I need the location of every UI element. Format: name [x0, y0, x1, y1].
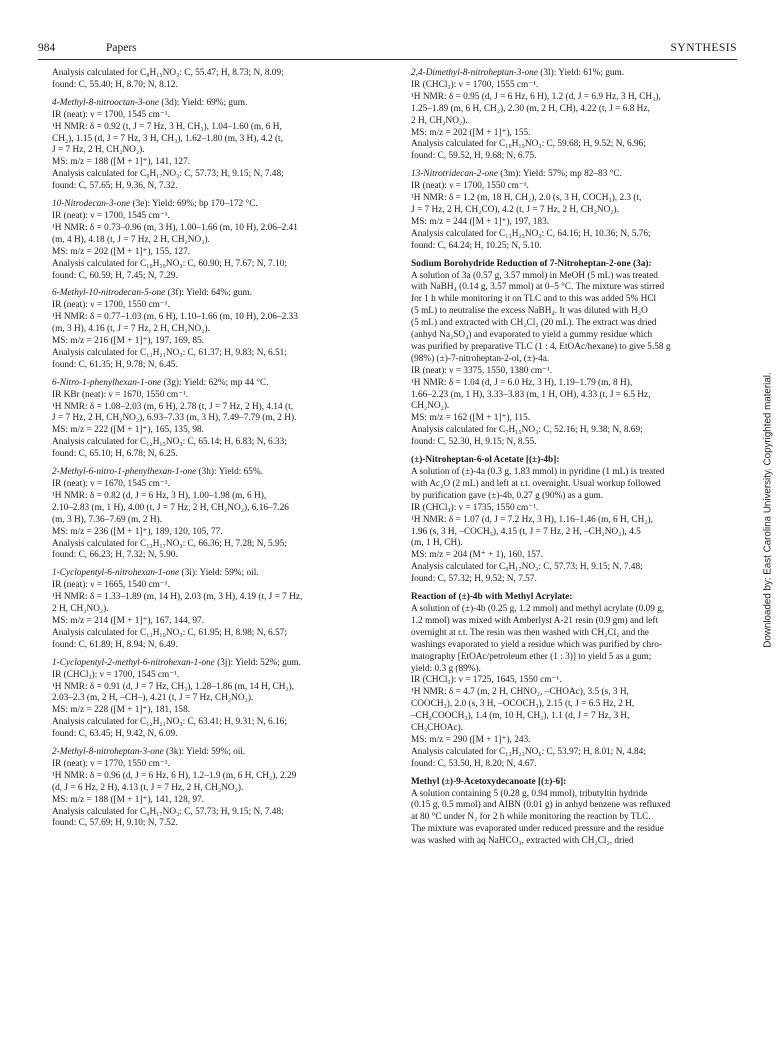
nmr-data: (d, J = 6 Hz, 2 H), 4.13 (t, J = 7 Hz, 2 H, CH₂NO₂).	[52, 782, 244, 793]
text-line: Analysis calculated for C₈H₁₅NO₃: C, 55.47; H, 8.73; N, 8.09;	[52, 68, 284, 78]
procedure-text: by purification gave (±)-4b, 0.27 g (90%) as a gum.	[411, 490, 604, 501]
analysis-data: Analysis calculated for C₁₁H₁₉NO₃: C, 61.95; H, 8.98; N, 6.57;	[52, 627, 287, 638]
section-heading-acetoxydecanoate: Methyl (±)-9-Acetoxydecanoate [(±)-6]:	[411, 776, 567, 787]
compound-heading-3k: 2-Methyl-8-nitroheptan-3-one (3k): Yield: 59%; oil.	[52, 747, 246, 758]
nmr-data: 1.96 (s, 3 H, –COCH₃), 4.15 (t, J = 7 Hz, 2 H, –CH₂NO₂), 4.5	[411, 526, 641, 537]
nmr-data: CH₂), 1.15 (d, J = 7 Hz, 3 H, CH₃), 1.62–1.80 (m, 3 H), 4.2 (t,	[52, 133, 283, 144]
analysis-data: found: C, 65.10; H, 6.78; N, 6.25.	[52, 449, 178, 460]
ms-data: MS: m/z = 214 ([M + 1]⁺), 167, 144, 97.	[52, 615, 205, 626]
nmr-data: ¹H NMR: δ = 0.96 (d, J = 6 Hz, 6 H), 1.2–1.9 (m, 6 H, CH₂), 2.29	[52, 770, 297, 781]
nmr-data: ¹H NMR: δ = 1.08–2.03 (m, 6 H), 2.78 (t, J = 7 Hz, 2 H), 4.14 (t,	[52, 401, 294, 412]
compound-heading-3d: 4-Methyl-8-nitrooctan-3-one (3d): Yield: 69%; gum.	[52, 97, 248, 108]
procedure-text: matography [EtOAc/petroleum ether (1 : 3)] to yield 5 as a gum;	[411, 651, 652, 662]
procedure-text: with NaBH₄ (0.14 g, 3.57 mmol) at 0–5 °C. The mixture was stirred	[411, 282, 665, 293]
procedure-text: was purified by preparative TLC (1 : 4, EtOAc/hexane) to give 5.58 g	[411, 341, 671, 352]
page-number: 984	[38, 42, 56, 54]
nmr-data: ¹H NMR: δ = 4.7 (m, 2 H, CHNO₂, –CHOAc), 3.5 (s, 3 H,	[411, 687, 629, 698]
ms-data: MS: m/z = 162 ([M + 1]⁺), 115.	[411, 413, 531, 424]
nmr-data: ¹H NMR: δ = 1.07 (d, J = 7.2 Hz, 3 H), 1.16–1.46 (m, 6 H, CH₂),	[411, 514, 653, 525]
compound-heading-3j: 1-Cyclopentyl-2-methyl-6-nitrohexan-1-one (3j): Yield: 52%; gum.	[52, 657, 301, 668]
analysis-data: Analysis calculated for C₁₃H₂₃NO₆: C, 53.97; H, 8.01; N, 4.84;	[411, 746, 646, 757]
analysis-data: found: C, 59.52, H, 9.68; N, 6.75.	[411, 151, 537, 162]
nmr-data: CH₂NO₂).	[411, 401, 450, 412]
nmr-data: COOCH₃), 2.0 (s, 3 H, –OCOCH₃), 2.15 (t, J = 6.5 Hz, 2 H,	[411, 699, 635, 710]
procedure-text: (0.15 g, 0.5 mmol) and AIBN (0.01 g) in anhyd benzene was refluxed	[411, 800, 671, 811]
procedure-text: washings evaporated to yield a residue which was purified by chro-	[411, 639, 662, 650]
ms-data: MS: m/z = 188 ([M + 1]⁺), 141, 127.	[52, 157, 191, 168]
ir-data: IR KBr (neat): ν = 1670, 1550 cm⁻¹.	[52, 389, 189, 400]
section-heading-methyl-acrylate: Reaction of (±)-4b with Methyl Acrylate:	[411, 592, 573, 603]
procedure-text: A solution containing 5 (0.28 g, 0.94 mmol), tributyltin hydride	[411, 788, 648, 799]
ir-data: IR (CHCl₃): ν = 1700, 1555 cm⁻¹.	[411, 79, 539, 90]
ir-data: IR (CHCl₃): ν = 1725, 1645, 1550 cm⁻¹.	[411, 675, 562, 686]
analysis-data: found: C, 64.24; H, 10.25; N, 5.10.	[411, 240, 542, 251]
analysis-data: found: C, 57.65; H, 9.36, N, 7.32.	[52, 181, 178, 192]
analysis-data: found: C, 61.35; H, 9.78; N, 6.45.	[52, 359, 178, 370]
section-heading-borohydride: Sodium Borohydride Reduction of 7-Nitroheptan-2-one (3a):	[411, 258, 652, 269]
nmr-data: ¹H NMR: δ = 0.77–1.03 (m, 6 H), 1.10–1.66 (m, 10 H), 2.06–2.33	[52, 312, 298, 323]
procedure-text: at 80 °C under N₂ for 2 h while monitoring the reaction by TLC.	[411, 812, 651, 823]
ms-data: MS: m/z = 244 ([M + 1]⁺), 197, 183.	[411, 216, 550, 227]
nmr-data: J = 7 Hz, 2 H, CH₂CO), 4.2 (t, J = 7 Hz, 2 H, CH₂NO₂).	[411, 204, 619, 215]
ms-data: MS: m/z = 290 ([M + 1]⁺), 243.	[411, 734, 531, 745]
nmr-data: J = 7 Hz, 2 H, CH₂NO₂).	[52, 145, 145, 156]
ir-data: IR (neat): ν = 1670, 1545 cm⁻¹.	[52, 479, 170, 489]
header-rule	[38, 59, 737, 60]
analysis-data: Analysis calculated for C₁₀H₁₉NO₃: C, 59.68; H, 9.52; N, 6.96;	[411, 139, 646, 150]
ir-data: IR (CHCl₃): ν = 1735, 1550 cm⁻¹.	[411, 502, 539, 513]
right-column	[411, 68, 747, 848]
procedure-text: with Ac₂O (2 mL) and left at r.t. overnight. Usual workup followed	[411, 478, 661, 489]
nmr-data: ¹H NMR: δ = 1.04 (d, J = 6.0 Hz, 3 H), 1.19–1.79 (m, 8 H),	[411, 377, 633, 388]
compound-heading-3g: 6-Nitro-1-phenylhexan-1-one (3g): Yield: 62%; mp 44 °C.	[52, 377, 269, 388]
ms-data: MS: m/z = 188 ([M + 1]⁺), 141, 128, 97.	[52, 794, 205, 805]
nmr-data: 2 H, CH₂NO₂).	[411, 115, 468, 126]
nmr-data: ¹H NMR: δ = 0.92 (t, J = 7 Hz, 3 H, CH₃), 1.04–1.60 (m, 6 H,	[52, 121, 282, 132]
analysis-data: found: C, 57.69; H, 9.10; N, 7.52.	[52, 818, 178, 829]
analysis-data: found: C, 60.59; H, 7.45; N, 7.29.	[52, 270, 178, 281]
ms-data: MS: m/z = 236 ([M + 1]⁺), 189, 120, 105, 77.	[52, 526, 223, 537]
nmr-data: –CH₂COOCH₃), 1.4 (m, 10 H, CH₂), 1.1 (d, J = 7 Hz, 3 H,	[411, 711, 630, 722]
compound-heading-3e: 10-Nitrodecan-3-one (3e): Yield: 69%; bp 170–172 °C.	[52, 199, 258, 210]
nmr-data: ¹H NMR: δ = 0.73–0.96 (m, 3 H), 1.00–1.66 (m, 10 H), 2.06–2.41	[52, 222, 298, 233]
nmr-data: J = 7 Hz, 2 H, CH₂NO₂), 6.93–7.33 (m, 3 H), 7.49–7.79 (m, 2 H).	[52, 413, 297, 424]
compound-heading-3l: 2,4-Dimethyl-8-nitroheptan-3-one (3l): Yield: 61%; gum.	[411, 68, 625, 78]
download-notice-text: Downloaded by: East Carolina University. Copyrighted material.	[762, 372, 774, 648]
nmr-data: 1.66–2.23 (m, 1 H), 3.33–3.83 (m, 1 H, OH), 4.33 (t, J = 6.5 Hz,	[411, 389, 651, 400]
procedure-text: (5 mL) to neutralise the excess NaBH₄. It was diluted with H₂O	[411, 306, 648, 317]
procedure-text: for 1 h while monitoring it on TLC and to this was added 5% HCl	[411, 294, 657, 305]
nmr-data: (m, 3 H), 7.36–7.69 (m, 2 H).	[52, 514, 163, 525]
ms-data: MS: m/z = 202 ([M + 1]⁺), 155.	[411, 127, 531, 138]
text-line: found: C, 55.40; H, 8.70; N, 8.12.	[52, 79, 178, 90]
section-label: Papers	[106, 42, 137, 54]
ir-data: IR (neat): ν = 1700, 1550 cm⁻¹.	[52, 300, 170, 311]
compound-heading-3i: 1-Cyclopentyl-6-nitrohexan-1-one (3i): Yield: 59%; oil.	[52, 568, 259, 579]
ms-data: MS: m/z = 228 ([M + 1]⁺), 181, 158.	[52, 705, 191, 716]
nmr-data: ¹H NMR: δ = 0.82 (d, J = 6 Hz, 3 H), 1.00–1.98 (m, 6 H),	[52, 490, 267, 501]
procedure-text: was washed with aq NaHCO₃, extracted with CH₂Cl₂, dried	[411, 836, 634, 847]
nmr-data: (m, 1 H, CH).	[411, 538, 463, 549]
analysis-data: Analysis calculated for C₁₃H₂₅NO₃: C, 64.16; H, 10.36; N, 5.76;	[411, 228, 651, 239]
procedure-text: 1.2 mmol) was mixed with Amberlyst A-21 resin (0.9 gm) and left	[411, 615, 659, 626]
compound-heading-3h: 2-Methyl-6-nitro-1-phenylhexan-1-one (3h): Yield: 65%.	[52, 467, 264, 478]
nmr-data: 2.03–2.3 (m, 2 H, –CH–), 4.21 (t, J = 7 Hz, CH₂NO₂).	[52, 693, 254, 704]
ir-data: IR (neat): ν = 1700, 1545 cm⁻¹.	[52, 210, 170, 221]
nmr-data: ¹H NMR: δ = 1.33–1.89 (m, 14 H), 2.03 (m, 3 H), 4.19 (t, J = 7 Hz,	[52, 592, 303, 603]
analysis-data: found: C, 63.45; H, 9.42, N, 6.09.	[52, 729, 178, 740]
ms-data: MS: m/z = 216 ([M + 1]⁺), 197, 169, 85.	[52, 336, 205, 347]
procedure-text: (5 mL) and extracted with CH₂Cl₂ (20 mL). The extract was dried	[411, 318, 657, 329]
procedure-text: (anhyd Na₂SO₄) and evaporated to yield a gummy residue which	[411, 330, 653, 341]
nmr-data: 1.25–1.89 (m, 6 H, CH₂), 2.30 (m, 2 H, CH), 4.22 (t, J = 6.8 Hz,	[411, 103, 650, 114]
left-column	[52, 68, 388, 830]
procedure-text: yield: 0.3 g (89%).	[411, 663, 481, 674]
nmr-data: ¹H NMR: δ = 1.2 (m, 18 H, CH₂), 2.0 (s, 3 H, COCH₃), 2.3 (t,	[411, 193, 642, 204]
procedure-text: (98%) (±)-7-nitroheptan-2-ol, (±)-4a.	[411, 353, 550, 364]
ms-data: MS: m/z = 202 ([M + 1]⁺), 155, 127.	[52, 246, 191, 257]
procedure-text: overnight at r.t. The resin was then washed with CH₂Cl₂ and the	[411, 627, 649, 638]
analysis-data: Analysis calculated for C₇H₁₅NO₃: C, 52.16; H, 9.38; N, 8.69;	[411, 425, 643, 436]
ir-data: IR (neat): ν = 1700, 1550 cm⁻¹.	[411, 181, 529, 192]
page-header	[38, 42, 737, 58]
compound-heading-3f: 6-Methyl-10-nitrodecan-5-one (3f): Yield: 64%; gum.	[52, 288, 252, 299]
analysis-data: found: C, 52.30, H, 9.15; N, 8.55.	[411, 437, 537, 448]
ir-data: IR (neat): ν = 3375, 1550, 1380 cm⁻¹.	[411, 365, 553, 376]
nmr-data: 2 H, CH₂NO₂).	[52, 604, 109, 615]
analysis-data: found: C, 57.32; H, 9.52; N, 7.57.	[411, 574, 537, 585]
nmr-data: CH₃CHOAc).	[411, 723, 464, 734]
analysis-data: Analysis calculated for C₁₀H₁₉NO₃: C, 60.90; H, 7.67; N, 7.10;	[52, 258, 287, 269]
ms-data: MS: m/z = 222 ([M + 1]⁺), 165, 135, 98.	[52, 425, 205, 436]
ir-data: IR (CHCl₃): ν = 1700, 1545 cm⁻¹.	[52, 669, 180, 680]
ms-data: MS: m/z = 204 (M⁺ + 1), 160, 157.	[411, 550, 543, 561]
ir-data: IR (neat): ν = 1700, 1545 cm⁻¹.	[52, 109, 170, 120]
analysis-data: found: C, 53.50, H, 8.20; N, 4.67.	[411, 758, 537, 769]
download-notice	[758, 300, 778, 720]
analysis-data: Analysis calculated for C₉H₁₇NO₃: C, 57.73; H, 9.15; N, 7.48;	[52, 169, 284, 180]
ir-data: IR (neat): ν = 1665, 1540 cm⁻¹.	[52, 580, 170, 591]
procedure-text: The mixture was evaporated under reduced pressure and the residue	[411, 824, 664, 835]
procedure-text: A solution of (±)-4b (0.25 g, 1.2 mmol) and methyl acrylate (0.09 g,	[411, 603, 665, 614]
analysis-data: Analysis calculated for C₁₂H₁₅NO₃: C, 65.14; H, 6.83; N, 6.33;	[52, 437, 287, 448]
ir-data: IR (neat): ν = 1770, 1550 cm⁻¹.	[52, 758, 170, 769]
analysis-data: found: C, 61.89; H, 8.94; N, 6.49.	[52, 639, 178, 650]
nmr-data: (m, 4 H), 4.18 (t, J = 7 Hz, 2 H, CH₂NO₂).	[52, 234, 210, 245]
nmr-data: ¹H NMR: δ = 0.95 (d, J = 6 Hz, 6 H), 1.2 (d, J = 6.9 Hz, 3 H, CH₃),	[411, 91, 661, 102]
journal-title: SYNTHESIS	[670, 42, 737, 54]
compound-heading-3m: 13-Nitrotridecan-2-one (3m): Yield: 57%; mp 82–83 °C.	[411, 169, 622, 180]
procedure-text: A solution of 3a (0.57 g, 3.57 mmol) in MeOH (5 mL) was treated	[411, 270, 658, 281]
nmr-data: ¹H NMR: δ = 0.91 (d, J = 7 Hz, CH₃), 1.28–1.86 (m, 14 H, CH₂),	[52, 681, 295, 692]
analysis-data: Analysis calculated for C₁₃H₁₇NO₃: C, 66.36; H, 7.28; N, 5.95;	[52, 538, 287, 549]
analysis-data: Analysis calculated for C₉H₁₇NO₃: C, 57.73; H, 9.15; N, 7.48;	[52, 806, 284, 817]
analysis-data: Analysis calculated for C₉H₁₇NO₃: C, 57.73; H, 9.15; N, 7.48;	[411, 562, 643, 573]
analysis-data: Analysis calculated for C₁₂H₂₁NO₃: C, 63.41; H, 9.31; N, 6.16;	[52, 717, 287, 728]
nmr-data: 2.10–2.83 (m, 1 H), 4.00 (t, J = 7 Hz, 2 H, CH₂NO₂), 6.16–7.26	[52, 502, 289, 513]
analysis-data: Analysis calculated for C₁₁H₂₁NO₃: C, 61.37; H, 9.83; N, 6.51;	[52, 347, 287, 358]
analysis-data: found: C, 66.23; H, 7.32; N, 5.90.	[52, 550, 178, 561]
procedure-text: A solution of (±)-4a (0.3 g, 1.83 mmol) in pyridine (1 mL) is treated	[411, 467, 665, 477]
nmr-data: (m, 3 H), 4.16 (t, J = 7 Hz, 2 H, CH₂NO₂).	[52, 324, 210, 335]
section-heading-acetate: (±)-Nitroheptan-6-ol Acetate [(±)-4b]:	[411, 455, 560, 466]
